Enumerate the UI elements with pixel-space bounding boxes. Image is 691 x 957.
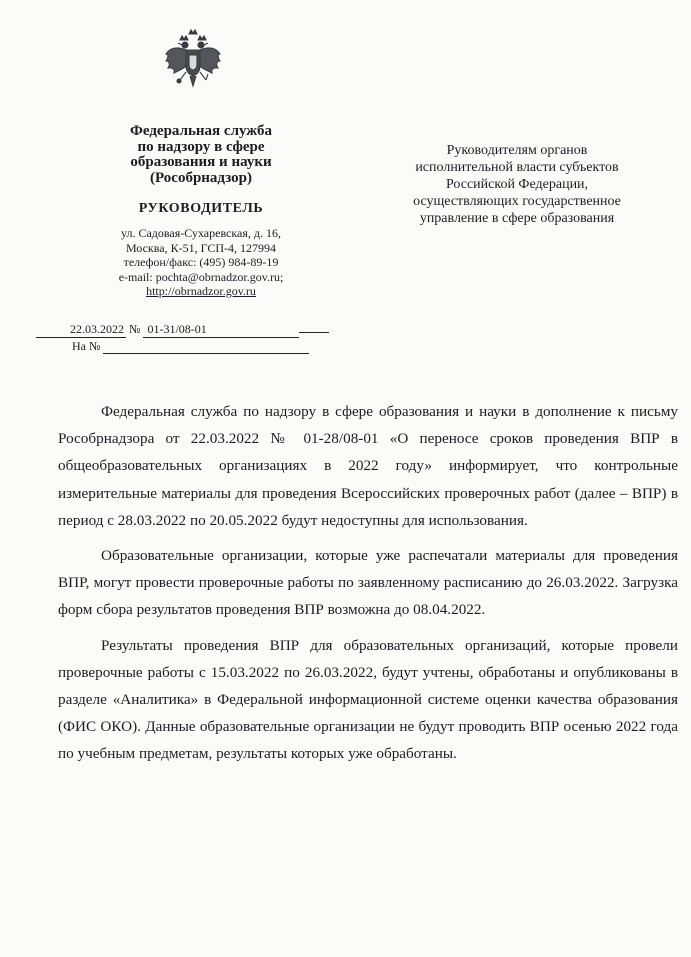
- reference-line: [36, 339, 329, 356]
- addressee-line: Руководителям органов: [446, 143, 588, 158]
- registration-block: [36, 322, 329, 356]
- agency-name-line: образования и науки: [130, 154, 272, 170]
- addressee-line: Российской Федерации,: [445, 177, 589, 192]
- registration-date: 22.03.2022: [36, 322, 126, 338]
- addressee-line: исполнительной власти субъектов: [415, 160, 619, 175]
- city-address: Москва, К-51, ГСП-4, 127994: [125, 240, 277, 255]
- agency-short-name: (Рособрнадзор): [150, 169, 252, 186]
- street-address: ул. Садовая-Сухаревская, д. 16,: [121, 226, 281, 240]
- agency-name-line: Федеральная служба: [130, 123, 272, 139]
- coat-of-arms-icon: [160, 28, 226, 96]
- agency-name-line: по надзору в сфере: [137, 138, 265, 155]
- body-paragraph: Федеральная служба по надзору в сфере образования и науки в дополнение к письму Рособрнадзора от 22.03.2022 № 01-28/08-01 «О переносе сроков проведения ВПР в общеобразовательных организациях в 2022 году» информирует, что контрольные измерительные материалы для проведения Всероссийских проверочных работ (далее – ВПР) в период с 28.03.2022 по 20.05.2022 будут недоступны для использования.: [58, 403, 678, 529]
- number-underline-tail: [299, 332, 329, 333]
- body-paragraph: Образовательные организации, которые уже распечатали материалы для проведения ВПР, могут провести проверочные работы по заявленному расписанию до 26.03.2022. Загрузка форм сбора результатов проведения ВПР возможна до 08.04.2022.: [58, 547, 678, 619]
- registration-number: 01-31/08-01: [143, 322, 299, 338]
- reference-number-blank: [103, 340, 309, 354]
- addressee-line: управление в сфере образования: [419, 211, 615, 226]
- website-link: http://obrnadzor.gov.ru: [146, 284, 256, 298]
- letter-body: [58, 398, 678, 776]
- contact-details: [70, 226, 332, 299]
- number-label: №: [129, 322, 141, 336]
- registration-line: [36, 322, 329, 339]
- sender-block: [70, 124, 332, 299]
- addressee-block: [395, 142, 639, 227]
- addressee-line: осуществляющих государственное: [413, 194, 621, 209]
- reference-label: На №: [72, 339, 101, 353]
- body-paragraph: Результаты проведения ВПР для образовательных организаций, которые провели проверочные работы с 15.03.2022 по 26.03.2022, будут учтены, обработаны и опубликованы в разделе «Аналитика» в Федеральной информационной системе оценки качества образования (ФИС ОКО). Данные образовательные организации не будут проводить ВПР осенью 2022 года по учебным предметам, результаты которых уже обработаны.: [58, 636, 678, 763]
- head-title: РУКОВОДИТЕЛЬ: [138, 201, 264, 216]
- email: e-mail: pochta@obrnadzor.gov.ru;: [118, 269, 284, 284]
- phone-fax: телефон/факс: (495) 984-89-19: [123, 255, 279, 269]
